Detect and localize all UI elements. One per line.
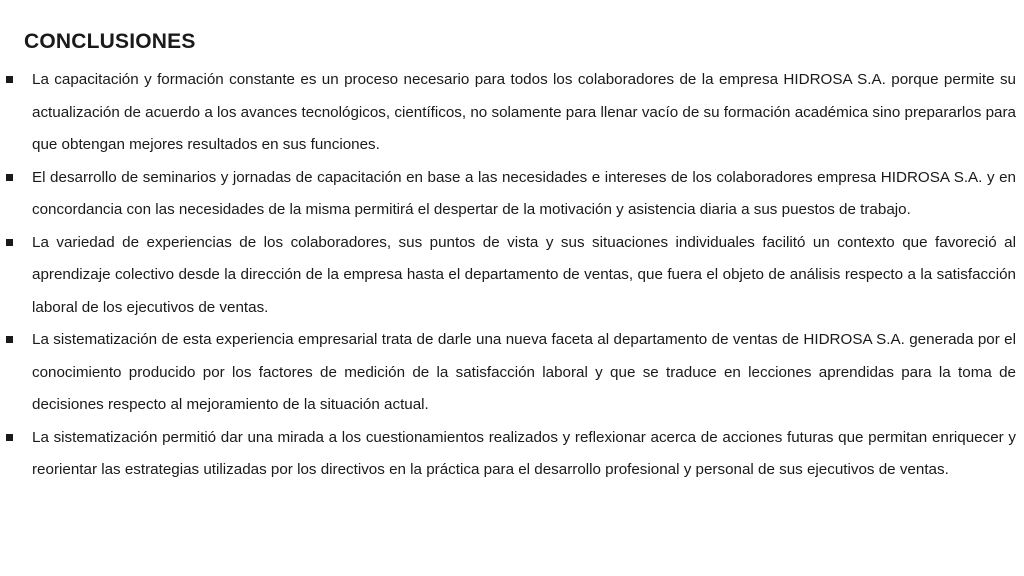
bullet-text: La sistematización de esta experiencia empresarial trata de darle una nueva faceta al departamento de ventas de HIDROSA S.A. generada por el conocimiento producido por los factores de medición de la satisfacción laboral y que se traduce en lecciones aprendidas para la toma de decisiones respecto al mejoramiento de la situación actual. — [32, 331, 1016, 413]
list-item — [0, 162, 1024, 227]
conclusions-list — [0, 64, 1024, 487]
bullet-text: La sistematización permitió dar una mirada a los cuestionamientos realizados y reflexionar acerca de acciones futuras que permitan enriquecer y reorientar las estrategias utilizadas por los directivos en la práctica para el desarrollo profesional y personal de sus ejecutivos de ventas. — [32, 428, 1016, 478]
square-bullet-icon — [6, 174, 13, 181]
list-item — [0, 324, 1024, 422]
list-item — [0, 64, 1024, 162]
square-bullet-icon — [6, 76, 13, 83]
list-item — [0, 422, 1024, 487]
bullet-text: El desarrollo de seminarios y jornadas de capacitación en base a las necesidades e intereses de los colaboradores empresa HIDROSA S.A. y en concordancia con las necesidades de la misma permitirá el despertar de la motivación y asistencia diaria a sus puestos de trabajo. — [32, 168, 1016, 218]
square-bullet-icon — [6, 336, 13, 343]
slide-title: CONCLUSIONES — [24, 30, 196, 53]
bullet-text: La capacitación y formación constante es un proceso necesario para todos los colaboradores de la empresa HIDROSA S.A. porque permite su actualización de acuerdo a los avances tecnológicos, científicos, no solamente para llenar vacío de su formación académica sino prepararlos para que obtengan mejores resultados en sus funciones. — [32, 71, 1016, 153]
square-bullet-icon — [6, 434, 13, 441]
bullet-text: La variedad de experiencias de los colaboradores, sus puntos de vista y sus situaciones individuales facilitó un contexto que favoreció al aprendizaje colectivo desde la dirección de la empresa hasta el departamento de ventas, que fuera el objeto de análisis respecto a la satisfacción laboral de los ejecutivos de ventas. — [32, 233, 1016, 316]
list-item — [0, 227, 1024, 325]
square-bullet-icon — [6, 239, 13, 246]
